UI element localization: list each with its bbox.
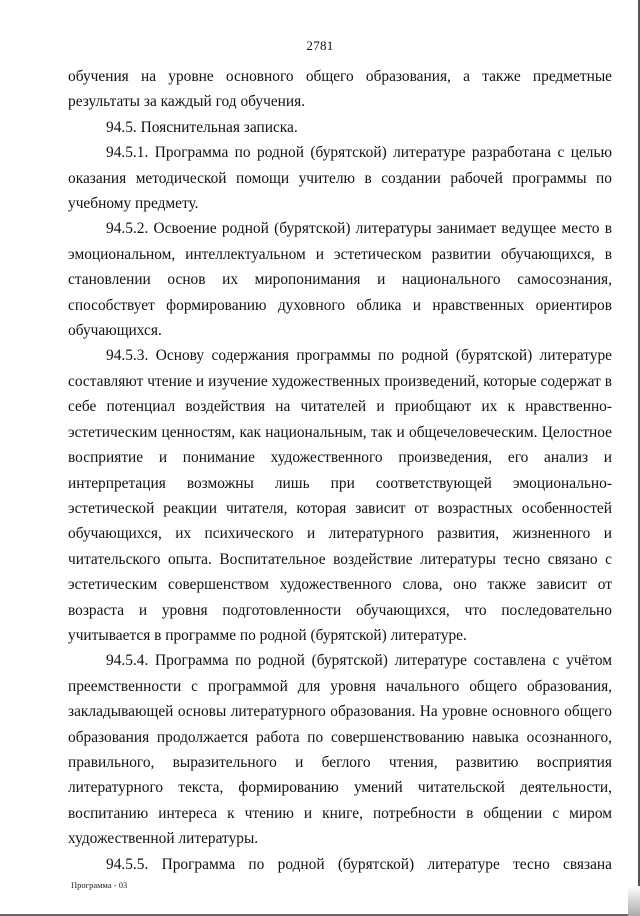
footer-label: Программа - 03 [71, 880, 128, 890]
paragraph-94-5-4: 94.5.4. Программа по родной (бурятской) литературе составлена с учётом преемственности с программой для уровня начального общего образования, закладывающей основы литературного образования. На уровне основного общего образования продолжается работа по совершенствованию навыка осознанного, правильного, выразительного и беглого чтения, развитию восприятия литературного текста, формированию умений читательской деятельности, воспитанию интереса к чтению и книге, потребности в общении с миром художественной литературы. [68, 652, 612, 848]
paragraph-94-5-1: 94.5.1. Программа по родной (бурятской) литературе разработана с целью оказания методической помощи учителю в создании рабочей программы по учебному предмету. [68, 144, 612, 213]
paragraph-94-5-5: 94.5.5. Программа по родной (бурятской) литературе тесно связана [106, 855, 612, 873]
page-number: 2781 [306, 38, 334, 53]
paragraph-94-5-3: 94.5.3. Основу содержания программы по родной (бурятской) литературе составляют чтение и изучение художественных произведений, которые содержат в себе потенциал воздействия на читателей и приобщают их к нравственно-эстетическим ценностям, как национальным, так и общечеловеческим. Целостное восприятие и понимание художественного произведения, его анализ и интерпретация возможны лишь при соответствующей эмоционально-эстетической реакции читателя, которая зависит от возрастных особенностей обучающихся, их психического и литературного развития, жизненного и читательского опыта. Воспитательное воздействие литературы тесно связано с эстетическим совершенством художественного слова, оно также зависит от возраста и уровня подготовленности обучающихся, что последовательно учитывается в программе по родной (бурятской) литературе. [68, 347, 612, 644]
paragraph-continuation: обучения на уровне основного общего образования, а также предметные результаты за каждый год обучения. [68, 68, 612, 111]
document-body [68, 64, 612, 877]
section-heading: 94.5. Пояснительная записка. [106, 118, 298, 136]
scan-edge-corner [628, 886, 640, 916]
paragraph-94-5-2: 94.5.2. Освоение родной (бурятской) литературы занимает ведущее место в эмоциональном, интеллектуальном и эстетическом развитии обучающихся, в становлении основ их миропонимания и национального самосознания, способствует формированию духовного облика и нравственных ориентиров обучающихся. [68, 220, 612, 340]
